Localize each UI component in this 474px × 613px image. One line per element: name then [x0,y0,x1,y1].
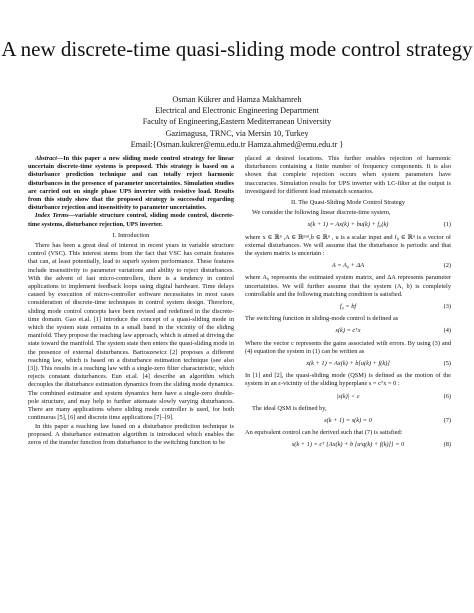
equation-body: s(k + 1) = s(k) = 0 [324,417,372,425]
equation-7 [245,417,451,425]
equation-6 [245,393,451,401]
equation-8 [245,441,451,449]
intro-paragraph: In this paper a reaching law based on a disturbance prediction technique is proposed. A disturbance estimation algorithm is introduced which enables the zeros of the transfer function from disturbance to the switching function to be [28,422,234,446]
body-paragraph: Where the vector c represents the gains associated with errors. By using (3) and (4) equation the system in (1) can be written as [245,339,451,355]
equation-number: (1) [443,221,451,229]
index-terms-label: Index Terms [35,212,69,220]
body-paragraph: We consider the following linear discrete-time system, [252,209,391,217]
equation-body: s(k) = cᵀx [335,327,361,335]
index-terms [28,212,234,228]
equation-1 [245,221,451,229]
equation-number: (7) [443,417,451,425]
equation-number: (5) [443,360,451,368]
equation-number: (2) [443,262,451,270]
author-location: Gazimagusa, TRNC, via Mersin 10, Turkey [165,128,309,138]
left-column [28,155,234,447]
equation-body: s(k + 1) = cᵀ {Ax(k) + b [uᵉq(k) + f(k)]} = 0 [291,441,405,449]
equation-4 [245,327,451,335]
equation-body: x(k + 1) = Ax(k) + b[u(k) + f(k)] [306,360,390,368]
body-paragraph: The ideal QSM is defined by, [252,404,327,412]
body-paragraph: placed at desired locations. This further enables rejection of harmonic disturbances containing a finite number of frequency components. It is also shown that complete rejection occurs when system parameters have inaccuracies. Simulation results for UPS inverter with LC-filter at the output is investigated for different load mismatch scenarios. [245,155,451,195]
body-paragraph: The switching function in sliding-mode control is defined as [245,315,399,323]
equation-number: (6) [443,392,451,400]
body-paragraph: where A₀ represents the estimated system matrix, and ΔA represents parameter uncertainties. We will further assume that the system (A, b) is completely controllable and the following matching condition is satisfied. [245,274,451,298]
body-paragraph: where x ∈ ℝⁿ ,A ∈ ℝⁿˣⁿ,b ∈ ℝⁿ , u is a scalar input and f₀ ∈ ℝⁿ is a vector of external disturbances. We will assume that the disturbance is periodic and that the system matrix is uncertain : [245,233,451,258]
equation-body: x(k + 1) = Ax(k) + bu(k) + f₀(k) [307,221,389,229]
author-block [0,94,474,150]
index-terms-text: —variable structure control, sliding mode control, discrete-time systems, disturbance rejection, UPS inverter. [28,212,234,228]
equation-body: |s(k)| < ε [336,392,360,400]
author-faculty: Faculty of Engineering,Eastern Mediterranean University [142,117,332,127]
body-paragraph: In [1] and [2], the quasi-sliding mode (QSM) is defined as the motion of the system in an ε-vicinity of the sliding hyperplane s = cᵀx = 0 : [245,372,451,388]
equation-body: A = A₀ + ΔA [331,262,365,270]
abstract-text: —In this paper a new sliding mode control strategy for linear uncertain discrete-time systems is proposed. This strategy is based on a disturbance prediction technique and can totally reject harmonic disturbances in the presence of parameter uncertainties. Simulation studies are carried out on single phase UPS inverter with resistive load. Results from this study show that the proposed strategy is successful regarding disturbance rejection and insensitivity to parameter uncertainties. [28,155,234,212]
abstract-label: Abstract [35,155,57,162]
equation-number: (3) [443,303,451,311]
right-column [245,155,451,454]
intro-paragraph: There has been a great deal of interest in recent years in variable structure control (VSC). This interest stems from the fact that VSC has certain features that can, at least potentially, lead to superb system performance. These features include insensitivity to parameter variations and ability to reject disturbances. With the advent of fast micro-controllers, there is a tendency in control applications to implement feedback loops using digital hardware. Time delays caused by execution of micro-controller software necessitates in most cases consideration of discrete-time techniques in control system design. Therefore, sliding mode control concepts have been revised and redefined in the discrete-time domain. Gao et.al. [1] introduce the concept of a quasi-sliding mode in which the system state remains in a small band in the vicinity of the sliding manifold. They propose the reaching law approach, which is aimed at driving the state toward the manifold. The system state then enters the quasi-sliding mode in the presence of external disturbances. Bartoszewicz [2] proposes a different reaching law, which is based on a disturbance estimation technique (see also [3]). This results in a reaching law with a single-zero filter characteristic, which rejects constant disturbances. Eun et.al. [4] describe an algorithm which decouples the disturbance estimation dynamics from the sliding mode dynamics. The combined estimator and system dynamics here have a single-zero double-pole structure, and may help to further attenuate slowly varying disturbances. There are many applications where sliding mode controller is used, for both continuous [5], [6] and discrete time applications [7]–[9]. [28,242,234,422]
equation-5 [245,360,451,368]
paper-title: A new discrete-time quasi-sliding mode control strategy [1,37,473,61]
section-heading-qsm: II. The Quasi-Sliding Mode Control Strategy [290,199,406,207]
author-department: Electrical and Electronic Engineering Department [155,106,319,116]
author-names: Osman Kükrer and Hamza Makhamreh [172,95,302,104]
equation-number: (8) [443,441,451,449]
author-email: Email:{Osman.kukrer@emu.edu.tr Hamza.ahmed@emu.edu.tr } [130,139,344,149]
body-paragraph: An equivalent control can be derived such that (7) is satisfied: [245,429,403,437]
equation-2 [245,262,451,270]
equation-number: (4) [443,327,451,335]
equation-body: f₀ = bf [339,303,357,311]
abstract [28,155,234,212]
equation-3 [245,303,451,311]
section-heading-introduction: I. Introduction [112,231,150,239]
